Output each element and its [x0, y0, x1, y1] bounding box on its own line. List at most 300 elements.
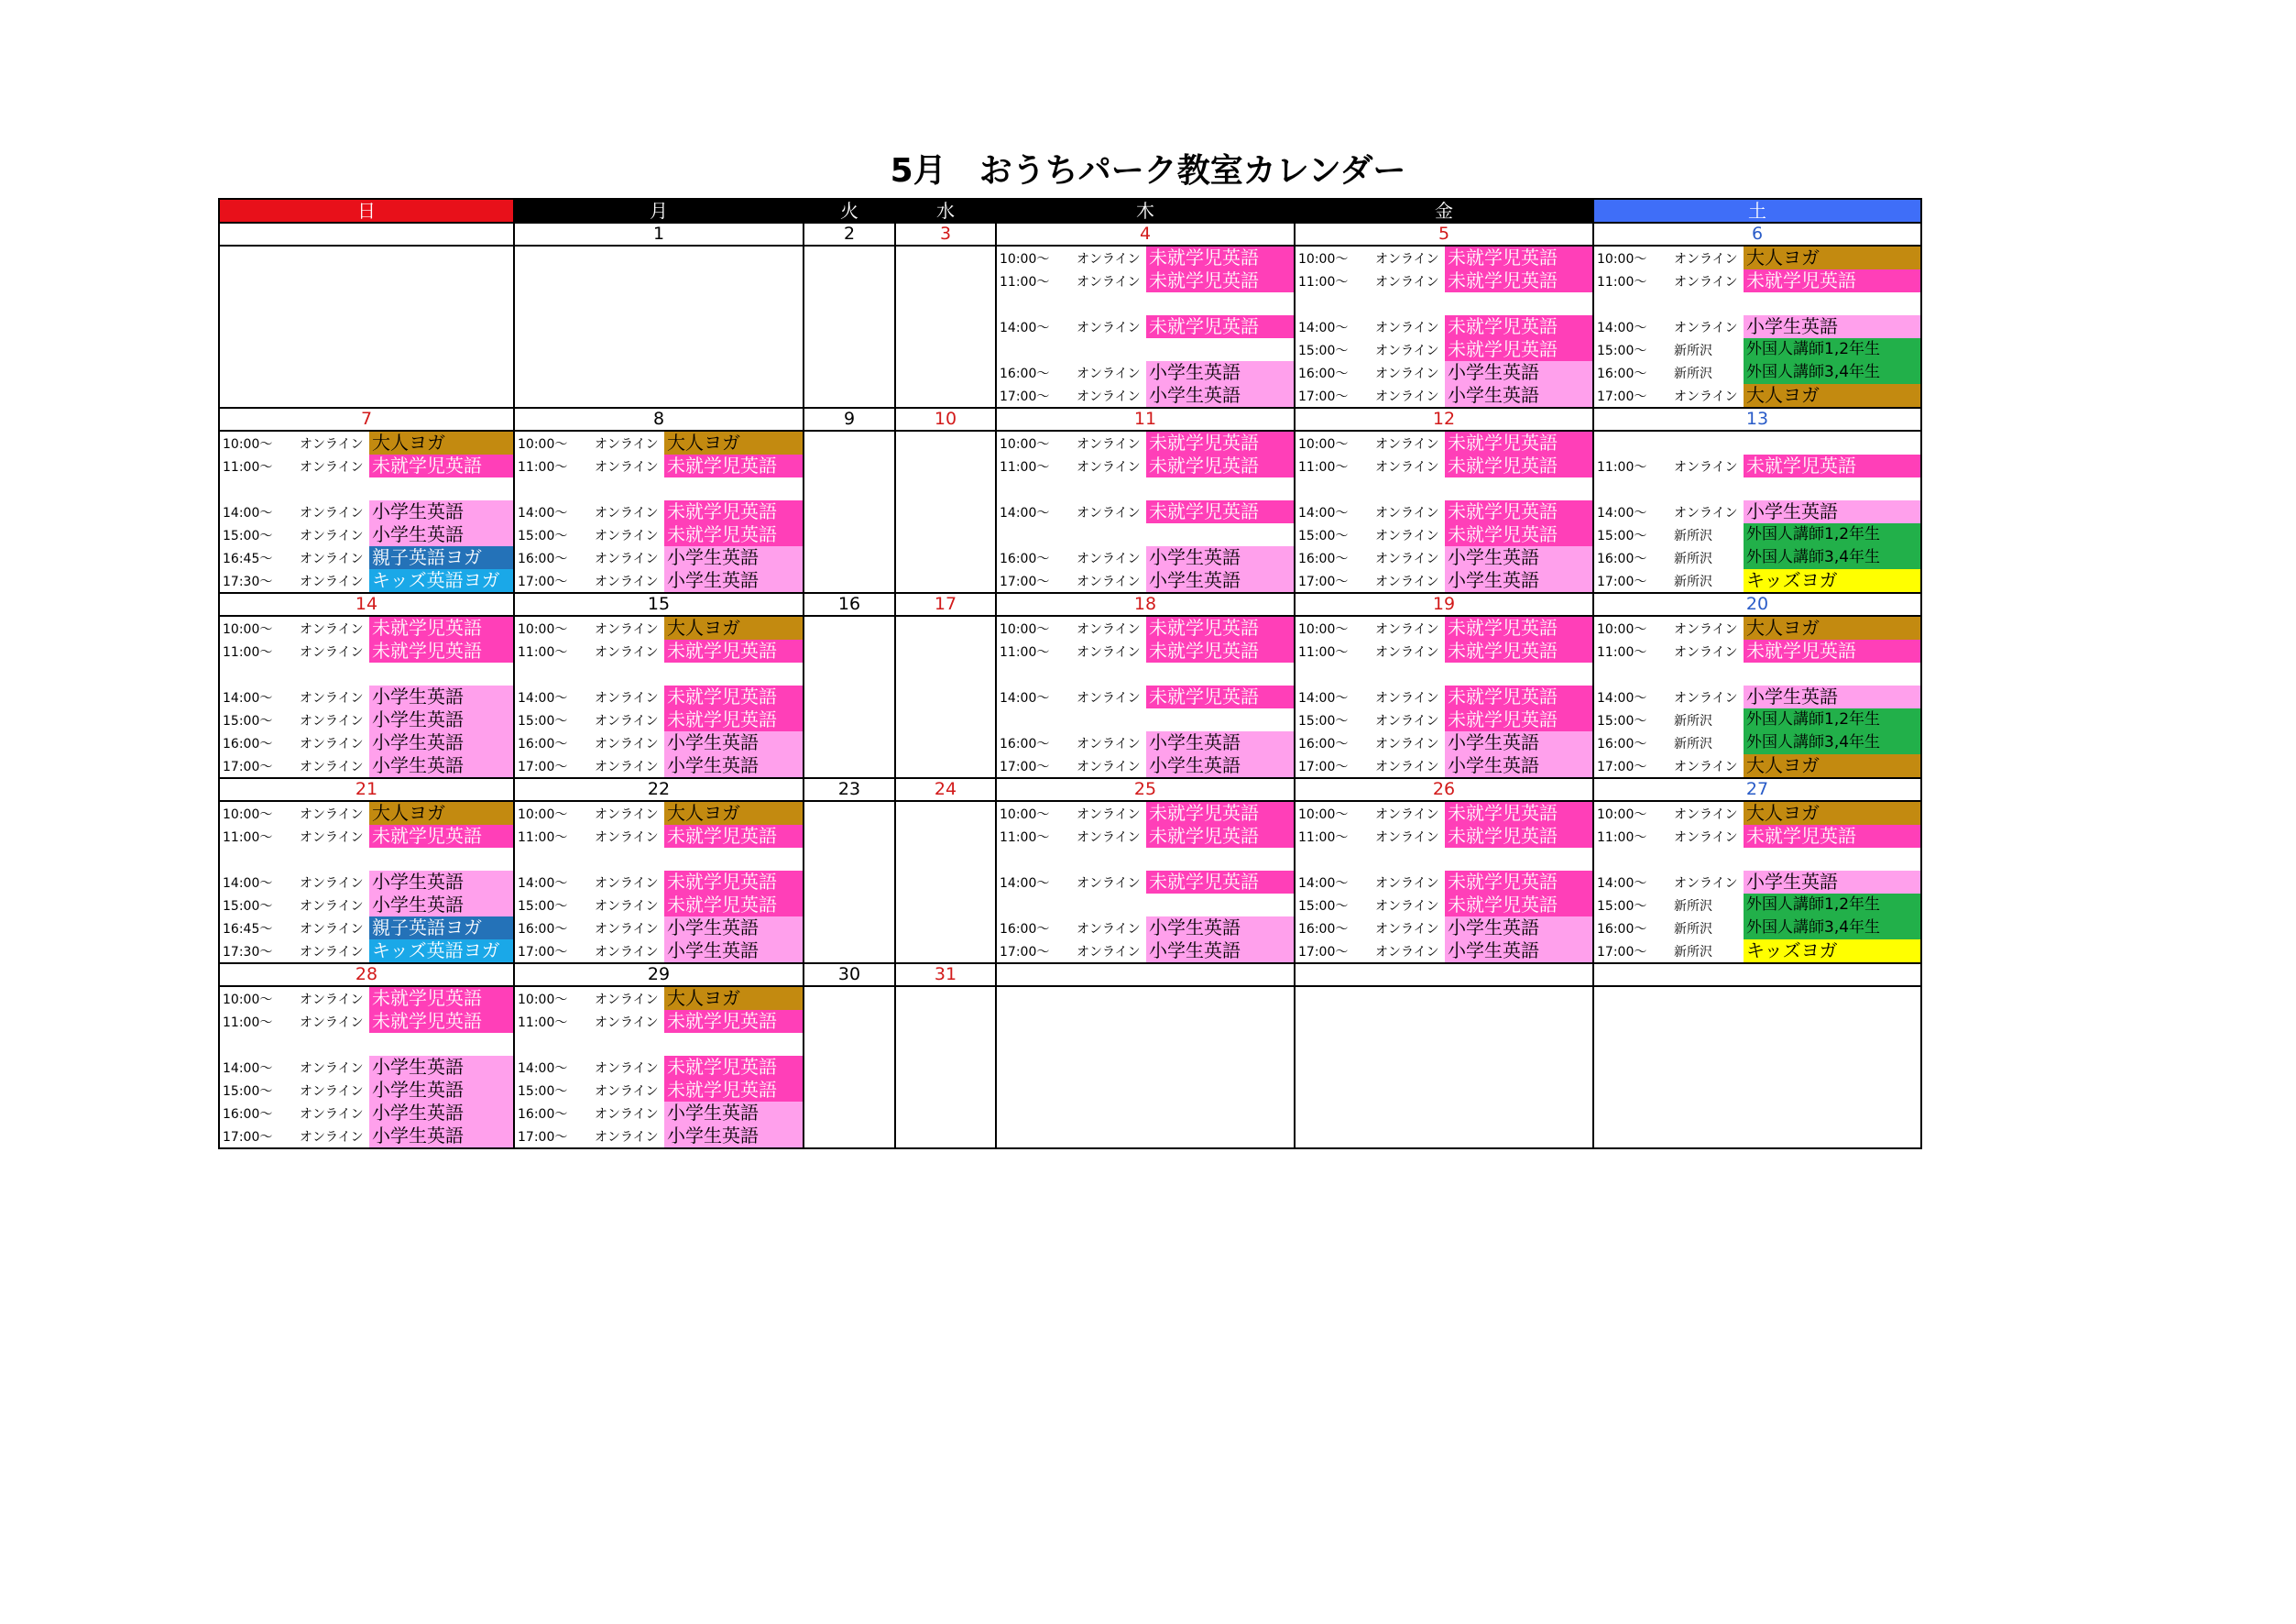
class-slot[interactable] — [220, 569, 513, 592]
slot-class: 未就学児英語 — [664, 686, 803, 708]
class-slot[interactable] — [515, 916, 803, 939]
class-slot[interactable] — [997, 802, 1294, 825]
class-slot[interactable] — [1296, 894, 1592, 916]
slot-place: オンライン — [595, 551, 659, 566]
day-cell — [514, 939, 804, 963]
class-slot[interactable] — [1594, 640, 1920, 663]
class-slot[interactable] — [997, 939, 1294, 962]
class-slot[interactable] — [1594, 731, 1920, 754]
class-slot[interactable] — [1594, 871, 1920, 894]
day-cell — [1593, 500, 1921, 523]
class-slot[interactable] — [997, 384, 1294, 407]
day-cell — [1295, 939, 1593, 963]
class-slot[interactable] — [515, 754, 803, 777]
day-cell — [1295, 269, 1593, 292]
day-cell — [895, 1033, 996, 1056]
class-slot[interactable] — [220, 500, 513, 523]
day-cell — [514, 292, 804, 315]
class-slot[interactable] — [997, 269, 1294, 292]
slot-place: オンライン — [1674, 690, 1738, 706]
slot-time: 14:00～ — [518, 875, 568, 891]
class-slot[interactable] — [1296, 546, 1592, 569]
day-cell — [895, 616, 996, 640]
day-cell — [514, 825, 804, 848]
day-cell — [514, 569, 804, 593]
class-slot[interactable] — [997, 432, 1294, 455]
day-cell — [895, 292, 996, 315]
slot-time: 14:00～ — [1000, 320, 1050, 335]
class-slot[interactable] — [1594, 384, 1920, 407]
day-cell — [895, 731, 996, 754]
class-slot[interactable] — [220, 987, 513, 1010]
slot-place: オンライン — [1375, 343, 1439, 358]
class-slot[interactable] — [997, 754, 1294, 777]
slot-place: オンライン — [1375, 320, 1439, 335]
class-slot[interactable] — [220, 523, 513, 546]
class-slot[interactable] — [997, 455, 1294, 477]
class-slot[interactable] — [515, 1079, 803, 1102]
slot-class: 未就学児英語 — [664, 894, 803, 916]
day-cell — [514, 523, 804, 546]
day-cell — [1593, 801, 1921, 825]
slot-time: 15:00～ — [518, 528, 568, 543]
day-cell — [1295, 338, 1593, 361]
slot-place: オンライン — [1375, 807, 1439, 822]
day-cell — [514, 894, 804, 916]
day-cell — [1593, 663, 1921, 686]
class-slot[interactable] — [220, 825, 513, 848]
weekday-mon: 月 — [514, 199, 804, 223]
slot-time: 17:00～ — [518, 1129, 568, 1145]
day-cell — [804, 754, 895, 778]
class-slot[interactable] — [1594, 500, 1920, 523]
class-slot[interactable] — [515, 523, 803, 546]
date-number: 25 — [996, 778, 1295, 801]
day-cell — [996, 546, 1295, 569]
day-cell — [514, 754, 804, 778]
day-cell — [514, 986, 804, 1010]
class-slot[interactable] — [1296, 754, 1592, 777]
slot-time: 10:00～ — [518, 807, 568, 822]
class-slot[interactable] — [997, 546, 1294, 569]
slot-time: 16:45～ — [223, 551, 273, 566]
slot-place: オンライン — [1674, 829, 1738, 845]
day-cell — [1295, 292, 1593, 315]
slot-time: 14:00～ — [223, 690, 273, 706]
class-slot[interactable] — [515, 432, 803, 455]
slot-class: 大人ヨガ — [369, 432, 513, 455]
class-slot[interactable] — [1594, 269, 1920, 292]
class-slot[interactable] — [1296, 708, 1592, 731]
class-slot[interactable] — [1296, 686, 1592, 708]
class-slot[interactable] — [1296, 384, 1592, 407]
day-cell — [996, 455, 1295, 477]
day-cell — [895, 640, 996, 663]
class-slot[interactable] — [997, 825, 1294, 848]
day-cell — [895, 894, 996, 916]
class-slot[interactable] — [220, 731, 513, 754]
class-slot[interactable] — [997, 640, 1294, 663]
day-cell — [1295, 500, 1593, 523]
class-slot[interactable] — [1296, 802, 1592, 825]
day-cell — [219, 523, 514, 546]
date-number: 16 — [804, 593, 895, 616]
class-slot[interactable] — [515, 500, 803, 523]
slot-place: オンライン — [595, 1106, 659, 1122]
class-slot[interactable] — [515, 455, 803, 477]
class-slot[interactable] — [1296, 315, 1592, 338]
class-slot[interactable] — [220, 871, 513, 894]
class-slot[interactable] — [515, 802, 803, 825]
date-number: 11 — [996, 408, 1295, 431]
day-cell — [219, 916, 514, 939]
day-cell — [1593, 1056, 1921, 1079]
class-slot[interactable] — [515, 1102, 803, 1125]
slot-place: オンライン — [1674, 459, 1738, 475]
day-cell — [1593, 825, 1921, 848]
day-cell — [219, 1079, 514, 1102]
slot-time: 17:00～ — [1597, 944, 1647, 960]
class-slot[interactable] — [1296, 939, 1592, 962]
class-slot[interactable] — [515, 686, 803, 708]
class-slot[interactable] — [515, 617, 803, 640]
date-number: 26 — [1295, 778, 1593, 801]
slot-place: オンライン — [595, 574, 659, 589]
slot-row — [219, 269, 1921, 292]
slot-class: 未就学児英語 — [664, 708, 803, 731]
class-slot[interactable] — [515, 939, 803, 962]
class-slot[interactable] — [1594, 939, 1920, 962]
slot-time: 16:00～ — [518, 551, 568, 566]
class-slot[interactable] — [515, 894, 803, 916]
slot-place: オンライン — [1077, 320, 1141, 335]
slot-class: 未就学児英語 — [1445, 871, 1592, 894]
slot-row — [219, 246, 1921, 269]
class-slot[interactable] — [515, 871, 803, 894]
slot-class: 小学生英語 — [1146, 754, 1294, 777]
class-slot[interactable] — [1296, 871, 1592, 894]
class-slot[interactable] — [997, 315, 1294, 338]
slot-class: 小学生英語 — [369, 523, 513, 546]
slot-time: 15:00～ — [518, 713, 568, 729]
class-slot[interactable] — [1296, 500, 1592, 523]
class-slot[interactable] — [220, 432, 513, 455]
class-slot[interactable] — [1296, 432, 1592, 455]
slot-place: オンライン — [595, 829, 659, 845]
day-cell — [514, 871, 804, 894]
day-cell — [895, 500, 996, 523]
slot-row — [219, 315, 1921, 338]
day-cell — [895, 569, 996, 593]
class-slot[interactable] — [220, 708, 513, 731]
slot-class: 小学生英語 — [1146, 546, 1294, 569]
slot-place: オンライン — [300, 807, 364, 822]
day-cell — [996, 986, 1295, 1010]
class-slot[interactable] — [1296, 569, 1592, 592]
slot-place: オンライン — [1077, 875, 1141, 891]
class-slot[interactable] — [1594, 825, 1920, 848]
slot-time: 16:00～ — [518, 921, 568, 937]
class-slot[interactable] — [997, 247, 1294, 269]
class-slot[interactable] — [220, 455, 513, 477]
day-cell — [1593, 384, 1921, 408]
slot-class: 未就学児英語 — [1744, 825, 1920, 848]
slot-place: オンライン — [300, 436, 364, 452]
day-cell — [804, 361, 895, 384]
day-cell — [514, 708, 804, 731]
class-slot[interactable] — [1594, 569, 1920, 592]
day-cell — [514, 1033, 804, 1056]
day-cell — [895, 686, 996, 708]
class-slot[interactable] — [997, 871, 1294, 894]
day-cell — [895, 315, 996, 338]
slot-time: 11:00～ — [223, 644, 273, 660]
slot-class: 小学生英語 — [1744, 500, 1920, 523]
slot-class: 小学生英語 — [369, 871, 513, 894]
class-slot[interactable] — [220, 686, 513, 708]
class-slot[interactable] — [1296, 617, 1592, 640]
slot-place: オンライン — [1375, 528, 1439, 543]
day-cell — [514, 269, 804, 292]
class-slot[interactable] — [997, 731, 1294, 754]
slot-time: 14:00～ — [223, 875, 273, 891]
day-cell — [1593, 686, 1921, 708]
class-slot[interactable] — [997, 916, 1294, 939]
day-cell — [1295, 848, 1593, 871]
day-cell — [1593, 523, 1921, 546]
day-cell — [514, 801, 804, 825]
slot-place: オンライン — [595, 505, 659, 521]
slot-time: 14:00～ — [1597, 505, 1647, 521]
class-slot[interactable] — [515, 1010, 803, 1033]
day-cell — [804, 292, 895, 315]
slot-place: オンライン — [300, 551, 364, 566]
slot-time: 17:00～ — [1597, 759, 1647, 774]
day-cell — [895, 1010, 996, 1033]
slot-time: 14:00～ — [1597, 875, 1647, 891]
class-slot[interactable] — [515, 731, 803, 754]
class-slot[interactable] — [1296, 269, 1592, 292]
day-cell — [1295, 455, 1593, 477]
slot-class: 未就学児英語 — [1744, 640, 1920, 663]
class-slot[interactable] — [220, 916, 513, 939]
class-slot[interactable] — [1594, 754, 1920, 777]
day-cell — [219, 500, 514, 523]
slot-class: 未就学児英語 — [1146, 247, 1294, 269]
slot-class: 小学生英語 — [369, 1079, 513, 1102]
day-cell — [996, 939, 1295, 963]
slot-time: 17:00～ — [518, 944, 568, 960]
class-slot[interactable] — [1296, 640, 1592, 663]
class-slot[interactable] — [1296, 455, 1592, 477]
slot-time: 11:00～ — [518, 829, 568, 845]
day-cell — [219, 546, 514, 569]
date-number: 15 — [514, 593, 804, 616]
day-cell — [1593, 939, 1921, 963]
day-cell — [996, 731, 1295, 754]
class-slot[interactable] — [1296, 731, 1592, 754]
class-slot[interactable] — [997, 500, 1294, 523]
slot-place: オンライン — [1375, 436, 1439, 452]
day-cell — [514, 431, 804, 455]
class-slot[interactable] — [220, 1079, 513, 1102]
slot-place: オンライン — [300, 759, 364, 774]
slot-place: オンライン — [1375, 505, 1439, 521]
class-slot[interactable] — [1296, 523, 1592, 546]
class-slot[interactable] — [515, 708, 803, 731]
slot-class: 外国人講師3,4年生 — [1744, 361, 1920, 384]
class-slot[interactable] — [1594, 916, 1920, 939]
class-slot[interactable] — [1594, 802, 1920, 825]
slot-class: 未就学児英語 — [1744, 455, 1920, 477]
class-slot[interactable] — [515, 987, 803, 1010]
day-cell — [514, 686, 804, 708]
day-cell — [1593, 1033, 1921, 1056]
day-cell — [219, 1056, 514, 1079]
class-slot[interactable] — [515, 569, 803, 592]
date-number: 5 — [1295, 223, 1593, 246]
slot-time: 10:00～ — [1298, 251, 1349, 267]
day-cell — [219, 384, 514, 408]
class-slot[interactable] — [515, 640, 803, 663]
class-slot[interactable] — [515, 1056, 803, 1079]
class-slot[interactable] — [220, 802, 513, 825]
day-cell — [219, 1033, 514, 1056]
day-cell — [895, 546, 996, 569]
class-slot[interactable] — [997, 686, 1294, 708]
day-cell — [1593, 754, 1921, 778]
slot-place: 新所沢 — [1674, 736, 1712, 752]
class-slot[interactable] — [1296, 247, 1592, 269]
slot-place: オンライン — [595, 1083, 659, 1099]
slot-place: オンライン — [595, 992, 659, 1007]
day-cell — [804, 848, 895, 871]
day-cell — [1295, 384, 1593, 408]
class-slot[interactable] — [1594, 315, 1920, 338]
slot-time: 17:00～ — [518, 759, 568, 774]
day-cell — [1295, 663, 1593, 686]
slot-row — [219, 1079, 1921, 1102]
day-cell — [514, 1079, 804, 1102]
class-slot[interactable] — [1296, 916, 1592, 939]
slot-class: 未就学児英語 — [664, 523, 803, 546]
slot-place: オンライン — [1375, 644, 1439, 660]
class-slot[interactable] — [220, 1056, 513, 1079]
class-slot[interactable] — [1594, 338, 1920, 361]
class-slot[interactable] — [220, 894, 513, 916]
day-cell — [1593, 269, 1921, 292]
day-cell — [1295, 546, 1593, 569]
day-cell — [1295, 894, 1593, 916]
class-slot[interactable] — [220, 640, 513, 663]
slot-time: 11:00～ — [223, 829, 273, 845]
class-slot[interactable] — [220, 1125, 513, 1147]
slot-row — [219, 848, 1921, 871]
class-slot[interactable] — [220, 1102, 513, 1125]
slot-row — [219, 361, 1921, 384]
slot-class: 小学生英語 — [369, 754, 513, 777]
date-number: 8 — [514, 408, 804, 431]
slot-class: 未就学児英語 — [369, 825, 513, 848]
class-slot[interactable] — [220, 1010, 513, 1033]
date-number — [1593, 963, 1921, 986]
day-cell — [1593, 1079, 1921, 1102]
day-cell — [804, 731, 895, 754]
day-cell — [1295, 1033, 1593, 1056]
slot-time: 16:00～ — [1298, 366, 1349, 381]
slot-place: オンライン — [1077, 436, 1141, 452]
class-slot[interactable] — [220, 939, 513, 962]
class-slot[interactable] — [997, 617, 1294, 640]
slot-time: 11:00～ — [1298, 644, 1349, 660]
slot-class: 未就学児英語 — [369, 640, 513, 663]
slot-class: 未就学児英語 — [664, 500, 803, 523]
day-cell — [514, 338, 804, 361]
slot-time: 17:00～ — [223, 1129, 273, 1145]
date-number: 2 — [804, 223, 895, 246]
day-cell — [219, 894, 514, 916]
slot-place: オンライン — [595, 807, 659, 822]
weekday-wed: 水 — [895, 199, 996, 223]
day-cell — [996, 569, 1295, 593]
slot-row — [219, 1125, 1921, 1148]
class-slot[interactable] — [1594, 455, 1920, 477]
day-cell — [1295, 569, 1593, 593]
slot-class: 未就学児英語 — [1146, 315, 1294, 338]
day-cell — [514, 1010, 804, 1033]
class-slot[interactable] — [1594, 686, 1920, 708]
class-slot[interactable] — [1594, 617, 1920, 640]
class-slot[interactable] — [1296, 825, 1592, 848]
class-slot[interactable] — [1594, 523, 1920, 546]
class-slot[interactable] — [1594, 546, 1920, 569]
class-slot[interactable] — [1594, 894, 1920, 916]
day-cell — [804, 384, 895, 408]
slot-class: 未就学児英語 — [369, 987, 513, 1010]
class-slot[interactable] — [1594, 247, 1920, 269]
slot-time: 14:00～ — [1298, 505, 1349, 521]
class-slot[interactable] — [515, 546, 803, 569]
slot-time: 16:00～ — [1597, 921, 1647, 937]
day-cell — [996, 894, 1295, 916]
day-cell — [804, 640, 895, 663]
day-cell — [895, 431, 996, 455]
day-cell — [804, 338, 895, 361]
day-cell — [1593, 640, 1921, 663]
weekday-sun: 日 — [219, 199, 514, 223]
slot-class: 外国人講師3,4年生 — [1744, 916, 1920, 939]
class-slot[interactable] — [997, 361, 1294, 384]
day-cell — [1593, 569, 1921, 593]
class-slot[interactable] — [220, 546, 513, 569]
class-slot[interactable] — [515, 1125, 803, 1147]
class-slot[interactable] — [220, 617, 513, 640]
slot-class: 未就学児英語 — [1744, 269, 1920, 292]
slot-time: 16:00～ — [1298, 551, 1349, 566]
slot-class: 小学生英語 — [664, 754, 803, 777]
slot-time: 10:00～ — [1597, 251, 1647, 267]
class-slot[interactable] — [997, 569, 1294, 592]
date-number: 1 — [514, 223, 804, 246]
slot-class: 外国人講師3,4年生 — [1744, 546, 1920, 569]
class-slot[interactable] — [1296, 338, 1592, 361]
class-slot[interactable] — [515, 825, 803, 848]
class-slot[interactable] — [1594, 708, 1920, 731]
class-slot[interactable] — [220, 754, 513, 777]
slot-place: オンライン — [595, 759, 659, 774]
class-slot[interactable] — [1594, 361, 1920, 384]
class-slot[interactable] — [1296, 361, 1592, 384]
